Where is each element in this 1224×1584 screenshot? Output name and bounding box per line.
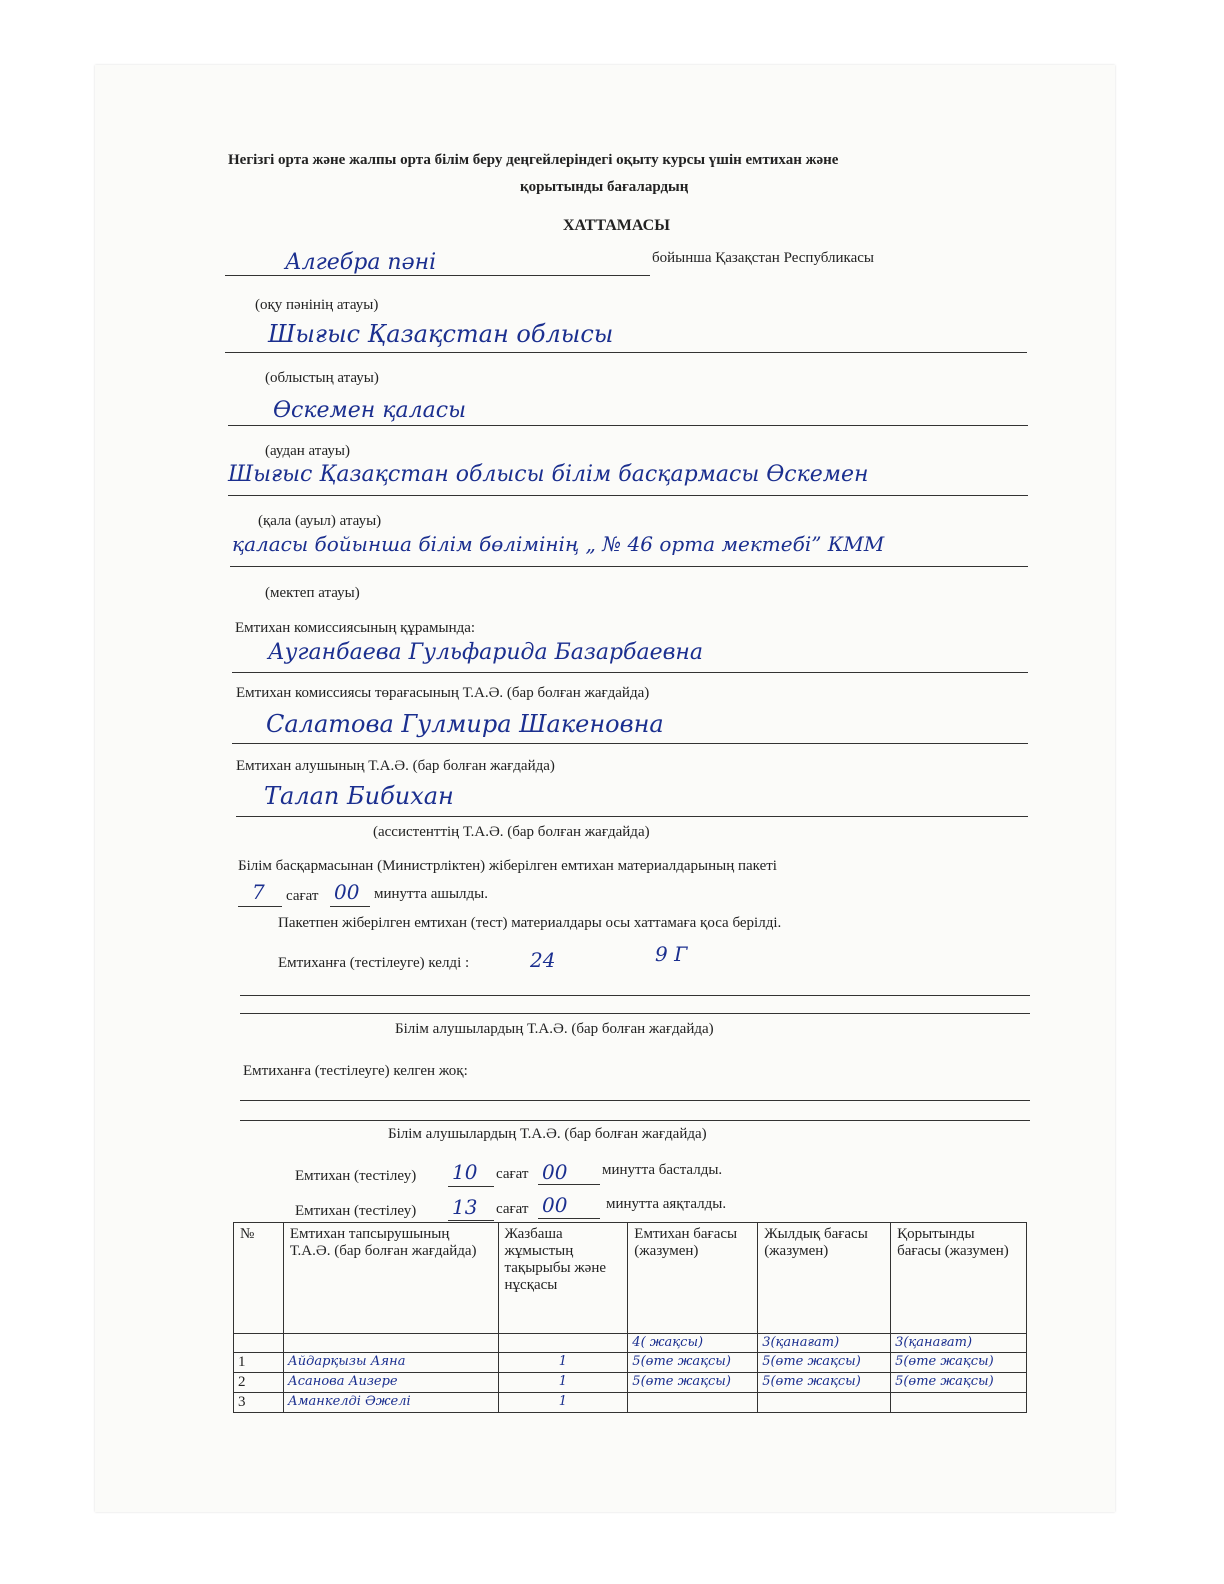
chair-label: Емтихан комиссиясы төрағасының Т.А.Ә. (бар болған жағдайда) — [236, 685, 650, 701]
start-hour-line — [448, 1186, 494, 1187]
cell-annual-grade: 3(қанағат) — [758, 1334, 891, 1353]
district-value: Өскемен қаласы — [273, 398, 467, 423]
header-annual-grade: Жылдық бағасы (жазумен) — [758, 1223, 891, 1334]
doc-heading: ХАТТАМАСЫ — [563, 217, 670, 234]
region-value: Шығыс Қазақстан облысы — [268, 320, 614, 348]
region-caption: (облыстың атауы) — [265, 370, 379, 386]
chair-line — [232, 743, 1028, 744]
cell-name: Асанова Аизере — [283, 1373, 498, 1393]
subject-value: Алгебра пәні — [285, 250, 437, 275]
city-value: Шығыс Қазақстан облысы білім басқармасы Өскемен — [228, 462, 869, 487]
grades-table — [233, 1222, 1027, 1413]
attended-class: 9 Г — [655, 942, 688, 966]
table-row — [234, 1334, 1027, 1353]
end-hour-label: сағат — [496, 1201, 529, 1217]
end-prefix: Емтихан (тестілеу) — [295, 1203, 417, 1219]
header-exam-grade: Емтихан бағасы (жазумен) — [628, 1223, 758, 1334]
students-caption-1: Білім алушылардың Т.А.Ә. (бар болған жағдайда) — [395, 1021, 714, 1037]
cell-topic — [498, 1334, 628, 1353]
absent-line-2 — [240, 1120, 1030, 1121]
examiner-label: Емтихан алушының Т.А.Ә. (бар болған жағдайда) — [236, 758, 555, 774]
cell-name: Айдарқызы Аяна — [283, 1353, 498, 1373]
cell-final-grade: 5(өте жақсы) — [891, 1353, 1027, 1373]
package-hour-line — [238, 906, 282, 907]
cell-number: 1 — [234, 1353, 284, 1373]
subject-line — [225, 275, 650, 276]
cell-name — [283, 1334, 498, 1353]
table-row — [234, 1373, 1027, 1393]
examiner-value: Талап Бибихан — [264, 782, 454, 810]
table-row — [234, 1353, 1027, 1373]
attended-line-1 — [240, 995, 1030, 996]
school-value: қаласы бойынша білім бөлімінің „ № 46 орта мектебі” КММ — [232, 532, 885, 556]
cell-exam-grade: 4( жақсы) — [628, 1334, 758, 1353]
header-name: Емтихан тапсырушының Т.А.Ә. (бар болған жағдайда) — [283, 1223, 498, 1334]
package-hour-label: сағат — [286, 888, 319, 904]
package-minute: 00 — [334, 880, 360, 904]
header-topic: Жазбаша жұмыстың тақырыбы және нұсқасы — [498, 1223, 628, 1334]
end-minute: 00 — [542, 1193, 568, 1217]
city-caption: (қала (ауыл) атауы) — [258, 513, 382, 529]
cell-topic: 1 — [498, 1393, 628, 1413]
city-line — [228, 495, 1028, 496]
absent-label: Емтиханға (тестілеуге) келген жоқ: — [243, 1063, 468, 1079]
attended-count: 24 — [530, 948, 556, 972]
examiner-line — [236, 816, 1028, 817]
end-minute-line — [538, 1218, 600, 1219]
cell-annual-grade: 5(өте жақсы) — [758, 1373, 891, 1393]
attended-label: Емтиханға (тестілеуге) келді : — [278, 955, 470, 971]
end-suffix: минутта аяқталды. — [606, 1196, 727, 1212]
cell-name: Аманкелді Әжелі — [283, 1393, 498, 1413]
header-final-grade: Қорытынды бағасы (жазумен) — [891, 1223, 1027, 1334]
end-hour: 13 — [452, 1195, 478, 1219]
package-hour: 7 — [252, 880, 265, 904]
cell-exam-grade — [628, 1393, 758, 1413]
cell-annual-grade — [758, 1393, 891, 1413]
start-minute: 00 — [542, 1160, 568, 1184]
start-hour: 10 — [452, 1160, 478, 1184]
cell-topic: 1 — [498, 1373, 628, 1393]
cell-exam-grade: 5(өте жақсы) — [628, 1373, 758, 1393]
commission-value: Ауганбаева Гульфарида Базарбаевна — [268, 640, 704, 665]
table-row — [234, 1393, 1027, 1413]
doc-title-line1: Негізгі орта және жалпы орта білім беру деңгейлеріндегі оқыту курсы үшін емтихан және — [228, 152, 839, 168]
assistant-caption: (ассистенттің Т.А.Ә. (бар болған жағдайда) — [373, 824, 650, 840]
cell-number — [234, 1334, 284, 1353]
cell-annual-grade: 5(өте жақсы) — [758, 1353, 891, 1373]
commission-label: Емтихан комиссиясының құрамында: — [235, 620, 476, 636]
commission-line — [232, 672, 1028, 673]
package-attached: Пакетпен жіберілген емтихан (тест) материалдары осы хаттамаға қоса берілді. — [278, 915, 782, 931]
cell-final-grade: 3(қанағат) — [891, 1334, 1027, 1353]
region-line — [225, 352, 1027, 353]
school-caption: (мектеп атауы) — [265, 585, 360, 601]
cell-number: 3 — [234, 1393, 284, 1413]
cell-topic: 1 — [498, 1353, 628, 1373]
start-hour-label: сағат — [496, 1166, 529, 1182]
cell-exam-grade: 5(өте жақсы) — [628, 1353, 758, 1373]
district-caption: (аудан атауы) — [265, 443, 350, 459]
table-header-row — [234, 1223, 1027, 1334]
absent-line-1 — [240, 1100, 1030, 1101]
start-minute-line — [538, 1184, 600, 1185]
start-suffix: минутта басталды. — [602, 1162, 723, 1178]
cell-final-grade — [891, 1393, 1027, 1413]
attended-line-2 — [240, 1013, 1030, 1014]
district-line — [228, 425, 1028, 426]
start-prefix: Емтихан (тестілеу) — [295, 1168, 417, 1184]
package-minute-line — [330, 906, 370, 907]
school-line — [230, 566, 1028, 567]
cell-number: 2 — [234, 1373, 284, 1393]
subject-suffix: бойынша Қазақстан Республикасы — [652, 250, 874, 266]
package-line1: Білім басқармасынан (Министрліктен) жіберілген емтихан материалдарының пакеті — [238, 858, 777, 874]
end-hour-line — [448, 1220, 494, 1221]
subject-caption: (оқу пәнінің атауы) — [255, 297, 379, 313]
package-minute-label: минутта ашылды. — [374, 886, 488, 902]
chair-value: Салатова Гулмира Шакеновна — [266, 710, 664, 738]
header-number: № — [234, 1223, 284, 1334]
doc-title-line2: қорытынды бағалардың — [520, 179, 689, 195]
students-caption-2: Білім алушылардың Т.А.Ә. (бар болған жағдайда) — [388, 1126, 707, 1142]
cell-final-grade: 5(өте жақсы) — [891, 1373, 1027, 1393]
